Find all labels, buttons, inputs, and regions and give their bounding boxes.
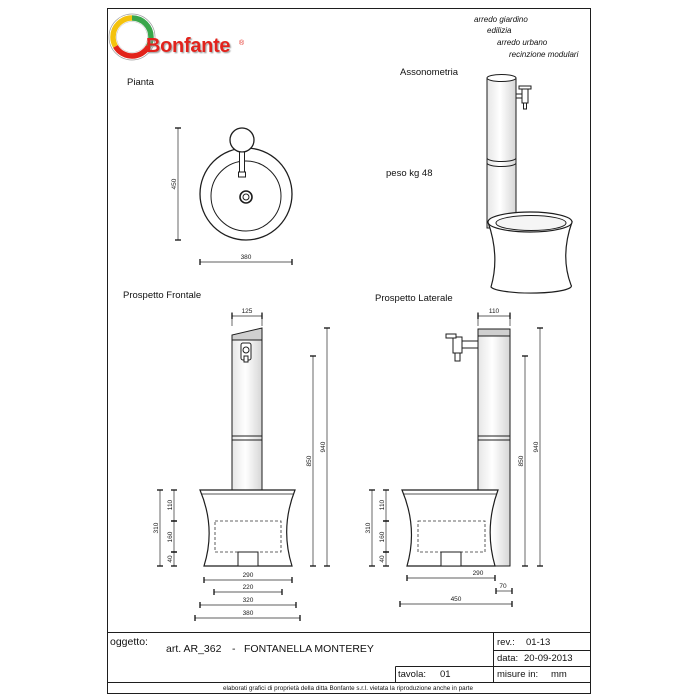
front-tap-height-dim xyxy=(306,356,316,566)
revision-value: 01-13 xyxy=(526,637,551,648)
sheet-frame xyxy=(108,9,591,694)
side-waist-width-dim-label: 290 xyxy=(472,570,484,577)
side-base-height-dim-label: 40 xyxy=(379,555,386,563)
revision-label: rev.: xyxy=(497,637,515,648)
axo-basin xyxy=(488,212,572,293)
front-base-height-dim-label: 40 xyxy=(167,555,174,563)
brand-name: Bonfante xyxy=(146,35,231,57)
sheet-label: tavola: xyxy=(398,669,426,680)
article-separator: - xyxy=(232,643,236,655)
side-tap-height-dim-label: 850 xyxy=(518,455,525,467)
front-bottom-width-dim xyxy=(200,597,296,608)
company-tagline xyxy=(474,15,579,59)
side-tap-spout xyxy=(455,353,460,361)
subject-label: oggetto: xyxy=(110,636,148,648)
front-elevation-title: Prospetto Frontale xyxy=(123,290,202,301)
plan-drain-outer xyxy=(240,191,252,203)
side-overall-depth-dim-label: 450 xyxy=(450,596,462,603)
axo-tap-spout xyxy=(524,103,527,109)
front-drain xyxy=(238,552,258,566)
axo-column xyxy=(487,75,516,229)
side-tap-height-dim xyxy=(518,356,528,566)
front-basin-height-dim xyxy=(153,490,163,566)
front-column-width-dim xyxy=(232,308,262,319)
front-tap-icon xyxy=(241,343,251,362)
front-waist-width-dim xyxy=(204,572,292,583)
front-overall-height-dim-label: 940 xyxy=(320,441,327,453)
units-label: misure in: xyxy=(497,669,539,680)
axo-tap-handle xyxy=(519,86,531,89)
plan-drain-inner xyxy=(243,194,249,200)
front-base-height-dim xyxy=(167,552,177,566)
front-bottom-width-dim-label: 320 xyxy=(242,597,254,604)
side-basin-height-dim xyxy=(365,490,375,566)
side-basin-height-dim-label: 310 xyxy=(365,522,372,534)
plan-tap-nozzle xyxy=(239,172,246,177)
side-tap-handle xyxy=(446,334,456,338)
front-basin-height-dim-label: 310 xyxy=(153,522,160,534)
side-waist-width-dim xyxy=(407,570,495,581)
side-elevation xyxy=(375,293,510,566)
sheet-value: 01 xyxy=(440,669,451,680)
units-value: mm xyxy=(551,669,567,680)
front-rim-height-dim-label: 110 xyxy=(167,499,174,511)
front-rim-height-dim xyxy=(167,490,177,521)
axo-basin-body xyxy=(488,222,572,293)
side-offset-dim-label: 70 xyxy=(499,583,507,590)
front-tap-spout xyxy=(244,356,248,362)
side-overall-depth-dim xyxy=(400,596,512,607)
front-bowl-height-dim xyxy=(167,521,177,552)
title-block xyxy=(108,633,591,683)
side-tap-icon xyxy=(446,334,478,361)
product-name: FONTANELLA MONTEREY xyxy=(244,643,374,655)
axo-tap-icon xyxy=(516,86,531,109)
side-rim-height-dim xyxy=(379,490,389,521)
front-top-width-dim-label: 380 xyxy=(242,610,254,617)
tagline-line-3: arredo urbano xyxy=(497,38,548,47)
weight-label: peso kg 48 xyxy=(386,168,433,179)
front-overall-height-dim xyxy=(320,328,330,566)
side-overall-height-dim xyxy=(533,328,543,566)
side-overall-height-dim-label: 940 xyxy=(533,441,540,453)
axo-column-top xyxy=(487,75,516,82)
side-column-width-dim xyxy=(478,308,510,319)
plan-view-title: Pianta xyxy=(127,77,154,88)
plan-view xyxy=(127,77,292,240)
tagline-line-4: recinzione modulari xyxy=(509,50,579,59)
front-cavity-width-dim-label: 220 xyxy=(242,584,254,591)
axo-column-body xyxy=(487,78,516,228)
side-tap-pipe xyxy=(462,341,478,348)
side-rim-height-dim-label: 110 xyxy=(379,499,386,511)
tagline-line-1: arredo giardino xyxy=(474,15,528,24)
date-value: 20-09-2013 xyxy=(524,653,573,664)
side-bowl-height-dim-label: 160 xyxy=(379,531,386,543)
front-cavity-width-dim xyxy=(214,584,282,595)
axonometric-view-title: Assonometria xyxy=(400,67,459,78)
side-offset-dim xyxy=(496,583,512,594)
side-drain xyxy=(441,552,461,566)
bonfante-logo xyxy=(109,14,245,60)
emblem-center xyxy=(117,22,148,53)
front-column-cap xyxy=(232,328,262,340)
side-bowl-height-dim xyxy=(379,521,389,552)
side-elevation-title: Prospetto Laterale xyxy=(375,293,453,304)
side-column-width-dim-label: 110 xyxy=(488,308,500,315)
front-bowl-height-dim-label: 160 xyxy=(167,531,174,543)
plan-width-dim xyxy=(200,254,292,265)
plan-depth-dim xyxy=(171,128,181,240)
plan-column-section xyxy=(230,128,254,152)
front-waist-width-dim-label: 290 xyxy=(242,572,254,579)
copyright-disclaimer: elaborati grafici di proprietà della ditta Bonfante s.r.l. vietata la riproduzione anche in parte xyxy=(223,685,473,692)
axo-basin-bowl xyxy=(496,216,566,231)
plan-width-dim-label: 380 xyxy=(240,254,252,261)
axonometric-view xyxy=(386,67,572,293)
side-column-cap xyxy=(478,329,510,336)
tagline-line-2: edilizia xyxy=(487,26,512,35)
front-tap-knob xyxy=(243,347,249,353)
front-top-width-dim xyxy=(195,610,300,621)
article-code: art. AR_362 xyxy=(166,643,222,655)
plan-tap-spout xyxy=(240,152,245,174)
registered-mark: ® xyxy=(239,40,245,47)
front-column-width-dim-label: 125 xyxy=(241,308,253,315)
axo-tap-body xyxy=(522,89,528,103)
front-tap-height-dim-label: 850 xyxy=(306,455,313,467)
side-tap-body xyxy=(453,337,462,353)
side-base-height-dim xyxy=(379,552,389,566)
plan-depth-dim-label: 450 xyxy=(171,178,178,190)
front-elevation xyxy=(123,290,295,566)
date-label: data: xyxy=(497,653,519,664)
